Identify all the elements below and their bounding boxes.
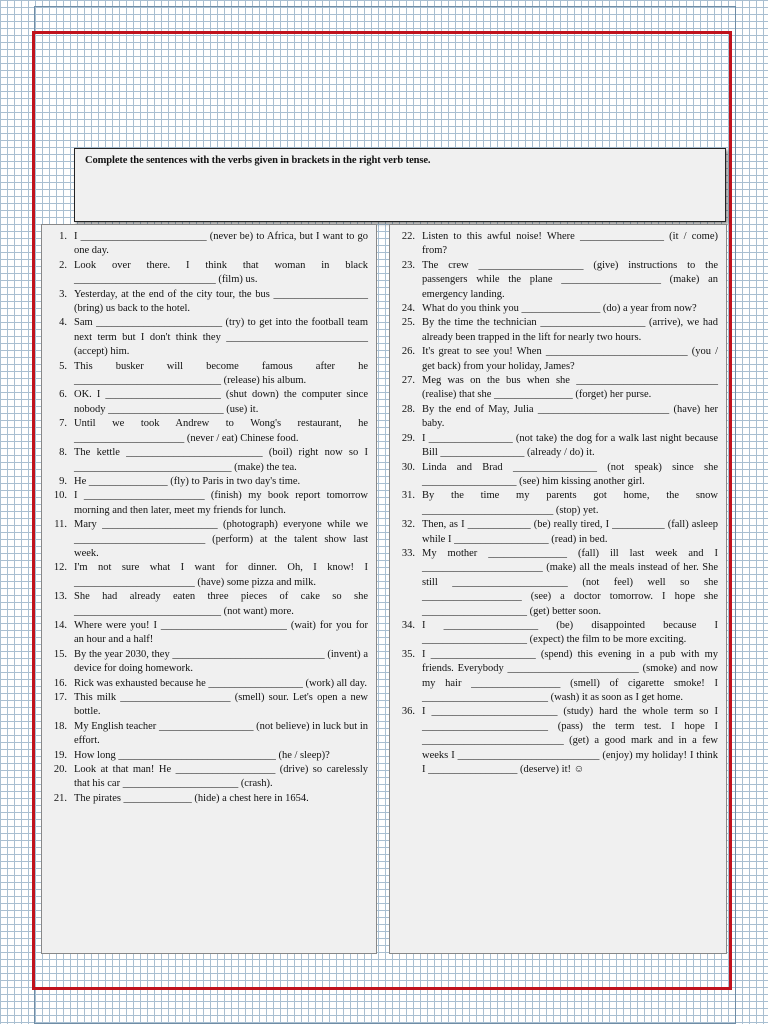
right-question-column [389, 224, 727, 954]
question-item [396, 547, 718, 619]
question-item [48, 648, 368, 677]
question-item [48, 230, 368, 259]
question-item [396, 619, 718, 648]
question-text: Rick was exhausted because he __________________ (work) all day. [74, 677, 367, 689]
question-item [396, 374, 718, 403]
question-number: 20. [53, 764, 67, 776]
question-text: It's great to see you! When ___________________________ (you / get back) from your holiday, James? [422, 346, 718, 372]
question-item [396, 302, 718, 316]
question-item [48, 475, 368, 489]
question-number: 16. [53, 677, 67, 689]
question-number: 25. [401, 317, 415, 329]
question-item [48, 792, 368, 806]
question-number: 19. [53, 749, 67, 761]
question-text: Until we took Andrew to Wong's restaurant, he _____________________ (never / eat) Chinese food. [74, 418, 368, 444]
question-item [48, 749, 368, 763]
question-text: Where were you! I ________________________ (wait) for you for an hour and a half! [74, 619, 368, 646]
question-item [396, 648, 718, 706]
question-item [48, 619, 368, 648]
question-text: This busker will become famous after he ____________________________ (release) his album. [74, 360, 368, 387]
question-text: He _______________ (fly) to Paris in two day's time. [74, 475, 301, 487]
question-text: The pirates _____________ (hide) a chest here in 1654. [74, 792, 309, 804]
question-item [396, 432, 718, 461]
question-item [48, 720, 368, 749]
question-text: I __________________ (be) disappointed because I ____________________ (expect) the film to be more exciting. [422, 619, 718, 646]
question-item [396, 259, 718, 302]
question-item [48, 518, 368, 561]
question-item [48, 590, 368, 619]
question-text: How long ______________________________ (he / sleep)? [74, 749, 330, 761]
question-number: 21. [53, 792, 67, 804]
question-item [48, 561, 368, 590]
instruction-box [74, 148, 726, 222]
question-text: Yesterday, at the end of the city tour, the bus __________________ (bring) us back to the hotel. [74, 288, 368, 315]
question-text: She had already eaten three pieces of cake so she ____________________________ (not want) more. [74, 591, 368, 617]
question-number: 33. [401, 547, 415, 559]
question-number: 11. [54, 519, 67, 531]
question-item [48, 288, 368, 317]
question-text: Meg was on the bus when she ___________________________ (realise) that she _______________ (forget) her purse. [422, 375, 718, 401]
question-number: 35. [401, 648, 415, 660]
question-number: 23. [401, 259, 415, 271]
question-text: My English teacher __________________ (not believe) in luck but in effort. [74, 720, 368, 747]
question-item [396, 345, 718, 374]
question-item [396, 705, 718, 777]
question-number: 26. [401, 346, 415, 358]
question-text: By the end of May, Julia _________________________ (have) her baby. [422, 403, 718, 430]
question-number: 34. [401, 619, 415, 631]
question-text: I _______________________ (finish) my book report tomorrow morning and then later, meet my friends for lunch. [74, 490, 368, 516]
question-number: 2. [59, 259, 67, 271]
question-item [48, 360, 368, 389]
question-item [48, 316, 368, 359]
question-text: Look at that man! He ___________________ (drive) so carelessly that his car ______________________ (crash). [74, 764, 368, 790]
question-number: 3. [59, 288, 67, 300]
instruction-text: Complete the sentences with the verbs given in brackets in the right verb tense. [85, 155, 431, 166]
question-text: Then, as I ____________ (be) really tired, I __________ (fall) asleep while I __________________ (read) in bed. [422, 519, 718, 545]
question-text: This milk _____________________ (smell) sour. Let's open a new bottle. [74, 692, 368, 718]
question-number: 30. [401, 461, 415, 473]
question-text: I ____________________ (spend) this evening in a pub with my friends. Everybody _________________________ (smoke) and now my hair _________________ (smell) of cigarette smoke! I ________________________ (wash) it as soon as I get home. [422, 648, 718, 703]
question-number: 5. [59, 360, 67, 372]
question-item [48, 259, 368, 288]
question-number: 22. [401, 231, 415, 242]
question-number: 14. [53, 619, 67, 631]
question-item [396, 518, 718, 547]
question-text: The crew ____________________ (give) instructions to the passengers while the plane ___________________ (make) an emergency landing. [422, 259, 718, 300]
question-number: 4. [59, 317, 67, 329]
question-number: 13. [53, 591, 67, 603]
question-number: 18. [53, 720, 67, 732]
question-text: OK. I ______________________ (shut down) the computer since nobody ______________________ (use) it. [74, 389, 368, 415]
question-text: I ________________________ (study) hard the whole term so I ________________________ (pass) the term test. I hope I ___________________________ (get) a good mark and in a few weeks I ___________________________ (enjoy) my holiday! I think I _________________ (deserve) it! ☺ [422, 706, 718, 776]
question-text: The kettle __________________________ (boil) right now so I ______________________________ (make) the tea. [74, 447, 368, 473]
question-text: I ________________________ (never be) to Africa, but I want to go one day. [74, 231, 368, 257]
question-text: Listen to this awful noise! Where ________________ (it / come) from? [422, 231, 718, 257]
question-text: By the time my parents got home, the snow _________________________ (stop) yet. [422, 490, 718, 516]
question-item [48, 489, 368, 518]
question-number: 1. [59, 231, 67, 242]
question-number: 9. [59, 475, 67, 487]
question-number: 28. [401, 403, 415, 415]
question-number: 12. [53, 562, 67, 574]
question-number: 8. [59, 447, 67, 459]
question-text: By the time the technician ____________________ (arrive), we had already been trapped in the lift for nearly two hours. [422, 317, 718, 343]
left-question-column [41, 224, 377, 954]
question-text: By the year 2030, they _____________________________ (invent) a device for doing homework. [74, 648, 368, 675]
question-text: Look over there. I think that woman in black ___________________________ (film) us. [74, 259, 368, 286]
question-text: Sam ________________________ (try) to get into the football team next term but I don't think they ___________________________ (accept) him. [74, 317, 368, 358]
question-text: Linda and Brad ________________ (not speak) since she __________________ (see) him kissing another girl. [422, 461, 718, 487]
question-item [396, 403, 718, 432]
question-item [396, 461, 718, 490]
question-item [396, 316, 718, 345]
question-text: Mary ______________________ (photograph) everyone while we _________________________ (perform) at the talent show last week. [74, 519, 368, 559]
question-number: 32. [401, 519, 415, 531]
question-number: 36. [401, 706, 415, 718]
question-text: My mother _______________ (fall) ill last week and I _______________________ (make) all the meals instead of her. She still ______________________ (not feel) well so she ___________________ (see) a doctor tomorrow. I hope she ____________________ (get) better soon. [422, 547, 718, 617]
question-number: 31. [401, 490, 415, 502]
question-item [48, 446, 368, 475]
question-text: I'm not sure what I want for dinner. Oh, I know! I _______________________ (have) some pizza and milk. [74, 562, 368, 588]
question-text: What do you think you _______________ (do) a year from now? [422, 303, 697, 315]
question-number: 29. [401, 432, 415, 444]
question-item [396, 230, 718, 259]
question-number: 17. [53, 692, 67, 703]
question-item [48, 763, 368, 792]
question-item [396, 489, 718, 518]
question-number: 10. [53, 490, 67, 502]
question-number: 7. [59, 418, 67, 430]
question-item [48, 388, 368, 417]
question-item [48, 677, 368, 691]
question-number: 27. [401, 375, 415, 387]
question-number: 6. [59, 389, 67, 401]
question-item [48, 691, 368, 720]
question-text: I ________________ (not take) the dog for a walk last night because Bill ________________ (already / do) it. [422, 432, 718, 459]
question-item [48, 417, 368, 446]
question-number: 24. [401, 303, 415, 315]
question-number: 15. [53, 648, 67, 660]
